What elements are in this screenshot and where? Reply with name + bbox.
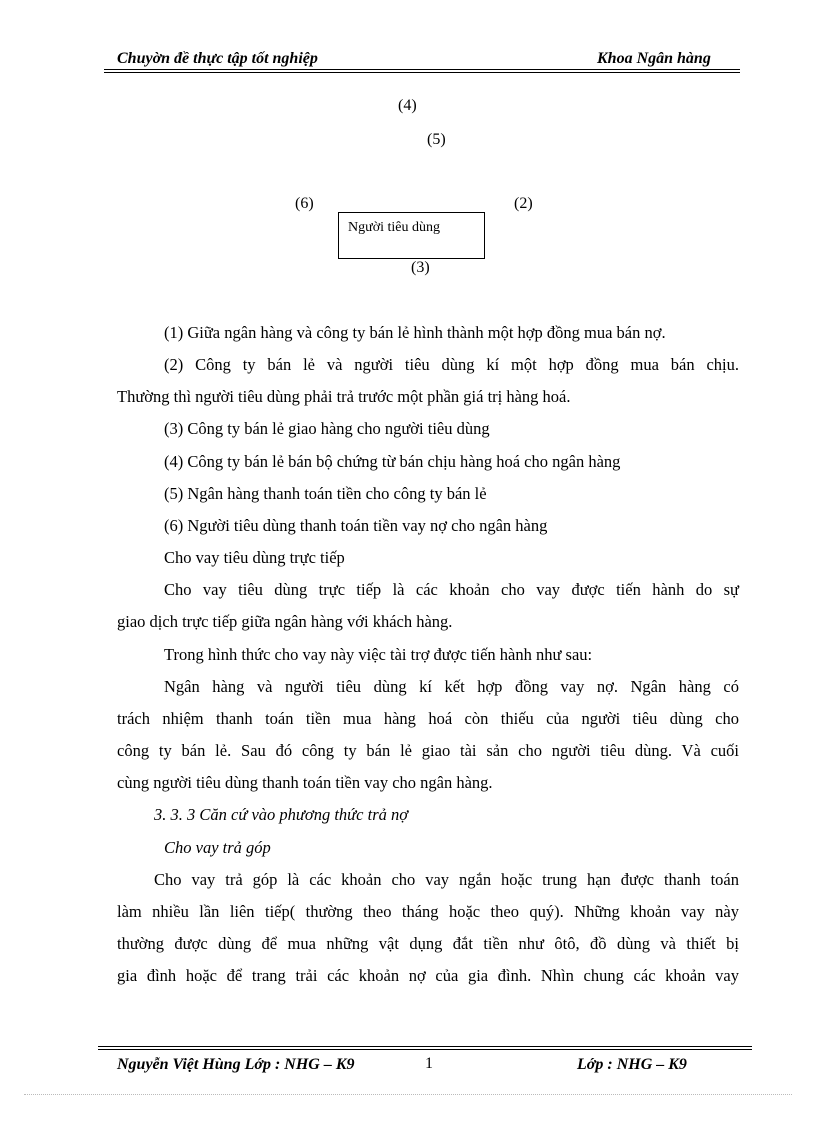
footer-author: Nguyễn Việt Hùng Lớp : NHG – K9 xyxy=(117,1056,355,1073)
page-number: 1 xyxy=(425,1055,433,1072)
step-2-line-2: Thường thì người tiêu dùng phải trả trước một phần giá trị hàng hoá. xyxy=(117,387,571,406)
step-5: (5) Ngân hàng thanh toán tiền cho công ty bán lẻ xyxy=(164,484,487,503)
direct-loan-p3-line-4: cùng người tiêu dùng thanh toán tiền vay cho ngân hàng. xyxy=(117,773,493,792)
consumer-box-label: Người tiêu dùng xyxy=(348,220,440,235)
diagram-label-2: (2) xyxy=(514,195,533,212)
footer-rule-top xyxy=(98,1046,752,1047)
header-title-right: Khoa Ngân hàng xyxy=(597,50,711,67)
diagram-label-3: (3) xyxy=(411,259,430,276)
direct-loan-p2: Trong hình thức cho vay này việc tài trợ được tiến hành như sau: xyxy=(164,645,593,664)
installment-line-1: Cho vay trả góp là các khoản cho vay ngắn hoặc trung hạn được thanh toán xyxy=(154,870,739,889)
direct-loan-p3-line-2: trách nhiệm thanh toán tiền mua hàng hoá còn thiếu của người tiêu dùng cho xyxy=(117,709,739,728)
installment-title: Cho vay trả góp xyxy=(164,838,271,857)
direct-loan-p1-line-1: Cho vay tiêu dùng trực tiếp là các khoản cho vay được tiến hành do sự xyxy=(164,580,739,599)
consumer-box xyxy=(338,212,485,259)
direct-loan-p1-line-2: giao dịch trực tiếp giữa ngân hàng với khách hàng. xyxy=(117,612,453,631)
header-rule-bottom xyxy=(104,72,740,73)
direct-loan-p3-line-1: Ngân hàng và người tiêu dùng kí kết hợp đồng vay nợ. Ngân hàng có xyxy=(164,677,739,696)
direct-loan-title: Cho vay tiêu dùng trực tiếp xyxy=(164,548,345,567)
section-title: 3. 3. 3 Căn cứ vào phương thức trả nợ xyxy=(154,805,409,824)
header-rule-top xyxy=(104,69,740,70)
step-4: (4) Công ty bán lẻ bán bộ chứng từ bán chịu hàng hoá cho ngân hàng xyxy=(164,452,621,471)
step-6: (6) Người tiêu dùng thanh toán tiền vay nợ cho ngân hàng xyxy=(164,516,548,535)
installment-line-4: gia đình hoặc để trang trải các khoản nợ của gia đình. Nhìn chung các khoản vay xyxy=(117,966,739,985)
footer-rule-bottom xyxy=(98,1049,752,1050)
diagram-label-6: (6) xyxy=(295,195,314,212)
direct-loan-p3-line-3: công ty bán lẻ. Sau đó công ty bán lẻ giao tài sản cho người tiêu dùng. Và cuối xyxy=(117,741,739,760)
step-1: (1) Giữa ngân hàng và công ty bán lẻ hình thành một hợp đồng mua bán nợ. xyxy=(164,323,666,342)
footer-class: Lớp : NHG – K9 xyxy=(577,1056,687,1073)
diagram-label-5: (5) xyxy=(427,131,446,148)
step-3: (3) Công ty bán lẻ giao hàng cho người tiêu dùng xyxy=(164,419,490,438)
step-2-line-1: (2) Công ty bán lẻ và người tiêu dùng kí một hợp đồng mua bán chịu. xyxy=(164,355,739,374)
installment-line-2: làm nhiều lần liên tiếp( thường theo tháng hoặc theo quý). Những khoản vay này xyxy=(117,902,739,921)
diagram-label-4: (4) xyxy=(398,97,417,114)
page-edge-divider xyxy=(24,1094,792,1095)
header-title-left: Chuyờn đề thực tập tốt nghiệp xyxy=(117,50,318,67)
installment-line-3: thường được dùng để mua những vật dụng đắt tiền như ôtô, đồ dùng và thiết bị xyxy=(117,934,739,953)
